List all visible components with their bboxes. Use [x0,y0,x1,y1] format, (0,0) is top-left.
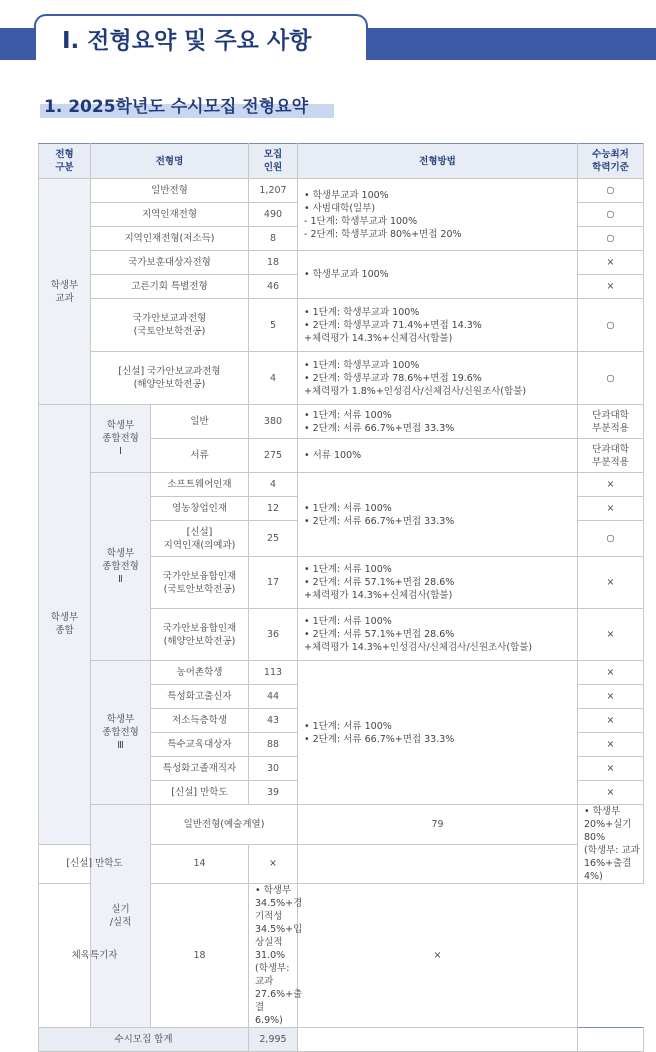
subgroup-label: 학생부 종합전형 Ⅱ [91,473,151,661]
row-csat: × [578,251,644,275]
row-csat: 단과대학 부분적용 [578,439,644,473]
row-csat: × [578,661,644,685]
row-quota: 18 [249,251,298,275]
row-csat: ○ [578,203,644,227]
table-header-row [39,144,644,179]
section-tab [34,14,368,60]
group-label: 실기 /실적 [91,805,151,1028]
row-quota: 113 [249,661,298,685]
row-quota: 5 [249,299,298,352]
row-method: • 1단계: 학생부교과 100% • 2단계: 학생부교과 78.6%+면접 19.6% +체력평가 1.8%+인성검사/신체검사/신원조사(합불) [298,352,578,405]
subgroup-label: 학생부 종합전형 Ⅰ [91,405,151,473]
row-name: 국가안보융합인재 (해양안보학전공) [151,609,249,661]
group-label: 학생부 교과 [39,179,91,405]
row-name: 지역인재전형(저소득) [91,227,249,251]
row-csat: × [249,844,298,884]
row-name: 일반전형(예술계열) [151,805,298,845]
header-method: 전형방법 [298,144,578,179]
row-csat: ○ [578,352,644,405]
row-name: 소프트웨어인재 [151,473,249,497]
row-quota: 275 [249,439,298,473]
header-name: 전형명 [91,144,249,179]
row-name: 농어촌학생 [151,661,249,685]
row-method: • 1단계: 학생부교과 100% • 2단계: 학생부교과 71.4%+면접 14.3% +체력평가 14.3%+신체검사(합불) [298,299,578,352]
row-method: • 학생부 20%+실기 80% (학생부: 교과 16%+출결 4%) [578,805,644,884]
row-csat: × [578,557,644,609]
row-quota: 44 [249,685,298,709]
row-csat: × [578,685,644,709]
section-title: Ⅰ. 전형요약 및 주요 사항 [62,28,312,54]
row-name: [신설] 국가안보교과전형 (해양안보학전공) [91,352,249,405]
row-quota: 380 [249,405,298,439]
table-row [39,251,644,275]
row-name: 특수교육대상자 [151,733,249,757]
row-method: • 1단계: 서류 100% • 2단계: 서류 66.7%+면접 33.3% [298,473,578,557]
row-csat: × [578,709,644,733]
row-method: • 1단계: 서류 100% • 2단계: 서류 66.7%+면접 33.3% [298,405,578,439]
row-quota: 30 [249,757,298,781]
admission-summary-table [38,143,644,1052]
row-name: 고른기회 특별전형 [91,275,249,299]
row-name: 국가안보교과전형 (국토안보학전공) [91,299,249,352]
row-quota: 25 [249,521,298,557]
row-csat: ○ [578,299,644,352]
row-name: 저소득층학생 [151,709,249,733]
row-quota: 79 [298,805,578,845]
row-name: [신설] 만학도 [151,781,249,805]
row-quota: 17 [249,557,298,609]
row-method: • 1단계: 서류 100% • 2단계: 서류 57.1%+면접 28.6% +체력평가 14.3%+신체검사(합불) [298,557,578,609]
table-row [39,405,644,439]
row-name: 특성화고졸재직자 [151,757,249,781]
row-name: [신설] 만학도 [39,844,151,884]
table-row [39,661,644,685]
row-csat: × [578,275,644,299]
row-method: • 1단계: 서류 100% • 2단계: 서류 57.1%+면접 28.6% +체력평가 14.3%+인성검사/신체검사/신원조사(합불) [298,609,578,661]
row-quota: 490 [249,203,298,227]
row-name: 일반 [151,405,249,439]
table-row [39,179,644,203]
total-empty-method [298,1028,578,1052]
table-row [39,299,644,352]
table-row [39,352,644,405]
table-row [39,805,644,845]
row-name: 서류 [151,439,249,473]
row-name: 일반전형 [91,179,249,203]
header-quota: 모집 인원 [249,144,298,179]
row-name: 특성화고출신자 [151,685,249,709]
row-csat: × [578,497,644,521]
row-csat: × [298,884,578,1028]
total-quota: 2,995 [249,1028,298,1052]
row-csat: × [578,609,644,661]
row-csat: × [578,757,644,781]
row-quota: 4 [249,352,298,405]
subsection-title: 1. 2025학년도 수시모집 전형요약 [44,97,308,117]
row-quota: 14 [151,844,249,884]
row-quota: 18 [151,884,249,1028]
row-quota: 39 [249,781,298,805]
row-method: • 학생부교과 100% • 사범대학(일부) - 1단계: 학생부교과 100% - 2단계: 학생부교과 80%+면접 20% [298,179,578,251]
row-quota: 12 [249,497,298,521]
table-row [39,844,644,884]
row-name: 체육특기자 [39,884,151,1028]
row-name: 국가안보융합인재 (국토안보학전공) [151,557,249,609]
row-csat: × [578,473,644,497]
row-method: • 학생부교과 100% [298,251,578,299]
header-csat: 수능최저 학력기준 [578,144,644,179]
row-quota: 36 [249,609,298,661]
row-name: [신설] 지역인재(의예과) [151,521,249,557]
row-quota: 43 [249,709,298,733]
row-quota: 88 [249,733,298,757]
row-name: 지역인재전형 [91,203,249,227]
row-csat: ○ [578,227,644,251]
row-csat: 단과대학 부분적용 [578,405,644,439]
row-method: • 1단계: 서류 100% • 2단계: 서류 66.7%+면접 33.3% [298,661,578,805]
row-csat: × [578,733,644,757]
subsection-heading [40,92,308,120]
total-label: 수시모집 합계 [39,1028,249,1052]
row-quota: 46 [249,275,298,299]
row-quota: 1,207 [249,179,298,203]
total-row [39,1028,644,1052]
row-method: • 서류 100% [298,439,578,473]
row-name: 국가보훈대상자전형 [91,251,249,275]
total-empty-csat [578,1028,644,1052]
row-quota: 4 [249,473,298,497]
header-category: 전형 구분 [39,144,91,179]
table-row [39,473,644,497]
row-csat: ○ [578,179,644,203]
row-csat: ○ [578,521,644,557]
row-quota: 8 [249,227,298,251]
group-label: 학생부 종합 [39,405,91,845]
row-method: • 학생부 34.5%+경기적성 34.5%+입상실적 31.0% (학생부: 교과 27.6%+출결 6.9%) [249,884,298,1028]
subgroup-label: 학생부 종합전형 Ⅲ [91,661,151,805]
row-name: 영농창업인재 [151,497,249,521]
row-csat: × [578,781,644,805]
